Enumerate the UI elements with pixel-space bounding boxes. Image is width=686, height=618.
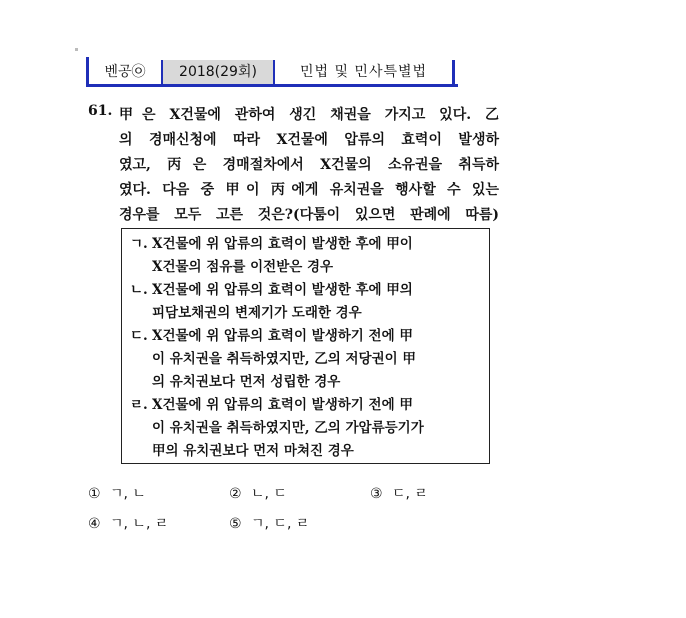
option-mark: ③ — [370, 486, 383, 502]
option-mark: ⑤ — [229, 516, 242, 532]
option-mark: ① — [88, 486, 101, 502]
option-text: ㄴ, ㄷ — [251, 486, 287, 502]
statement-box — [121, 228, 490, 464]
statement-text: X건물에 위 압류의 효력이 발생하기 전에 甲 — [152, 397, 413, 413]
stem-line: 경우를 모두 고른 것은?(다툼이 있으면 판례에 따름) — [119, 207, 499, 223]
stem-line: 의 경매신청에 따라 X건물에 압류의 효력이 발생하 — [119, 132, 499, 148]
statement-label: ㄷ. — [130, 328, 148, 344]
statement-label: ㄹ. — [130, 397, 148, 413]
statement-c — [130, 325, 483, 394]
statement-d — [130, 394, 483, 463]
answer-option-4[interactable] — [88, 513, 168, 533]
option-text: ㄱ, ㄷ, ㄹ — [251, 516, 310, 532]
brand-label: 벤공㉧ — [89, 60, 161, 84]
exam-year-round: 2018(29회) — [163, 60, 273, 84]
exam-header — [86, 57, 458, 87]
stem-line: 였다. 다음 중 甲이 丙에게 유치권을 행사할 수 있는 — [119, 182, 499, 198]
option-text: ㄷ, ㄹ — [392, 486, 428, 502]
answer-option-3[interactable] — [370, 483, 428, 503]
statement-text: 이 유치권을 취득하였지만, 乙의 가압류등기가 — [152, 420, 424, 436]
answer-option-5[interactable] — [229, 513, 309, 533]
stem-line: 甲은 X건물에 관하여 생긴 채권을 가지고 있다. 乙 — [119, 107, 499, 123]
statement-text: X건물에 위 압류의 효력이 발생한 후에 甲이 — [152, 236, 413, 252]
question-number: 61. — [88, 103, 113, 119]
exam-subject: 민법 및 민사특별법 — [275, 60, 455, 84]
scan-speck — [75, 48, 78, 51]
option-text: ㄱ, ㄴ, ㄹ — [110, 516, 169, 532]
statement-a — [130, 233, 483, 279]
statement-text: 甲의 유치권보다 먼저 마쳐진 경우 — [152, 443, 354, 459]
statement-text: 피담보채권의 변제기가 도래한 경우 — [152, 305, 362, 321]
statement-text: 이 유치권을 취득하였지만, 乙의 저당권이 甲 — [152, 351, 416, 367]
question-stem — [119, 103, 499, 228]
option-mark: ② — [229, 486, 242, 502]
answer-option-2[interactable] — [229, 483, 287, 503]
statement-text: X건물의 점유를 이전받은 경우 — [152, 259, 334, 275]
option-mark: ④ — [88, 516, 101, 532]
statement-text: 의 유치권보다 먼저 성립한 경우 — [152, 374, 341, 390]
answer-option-1[interactable] — [88, 483, 146, 503]
statement-text: X건물에 위 압류의 효력이 발생한 후에 甲의 — [152, 282, 413, 298]
statement-label: ㄱ. — [130, 236, 148, 252]
statement-b — [130, 279, 483, 325]
statement-label: ㄴ. — [130, 282, 148, 298]
stem-line: 였고, 丙은 경매절차에서 X건물의 소유권을 취득하 — [119, 157, 499, 173]
statement-text: X건물에 위 압류의 효력이 발생하기 전에 甲 — [152, 328, 413, 344]
option-text: ㄱ, ㄴ — [110, 486, 146, 502]
